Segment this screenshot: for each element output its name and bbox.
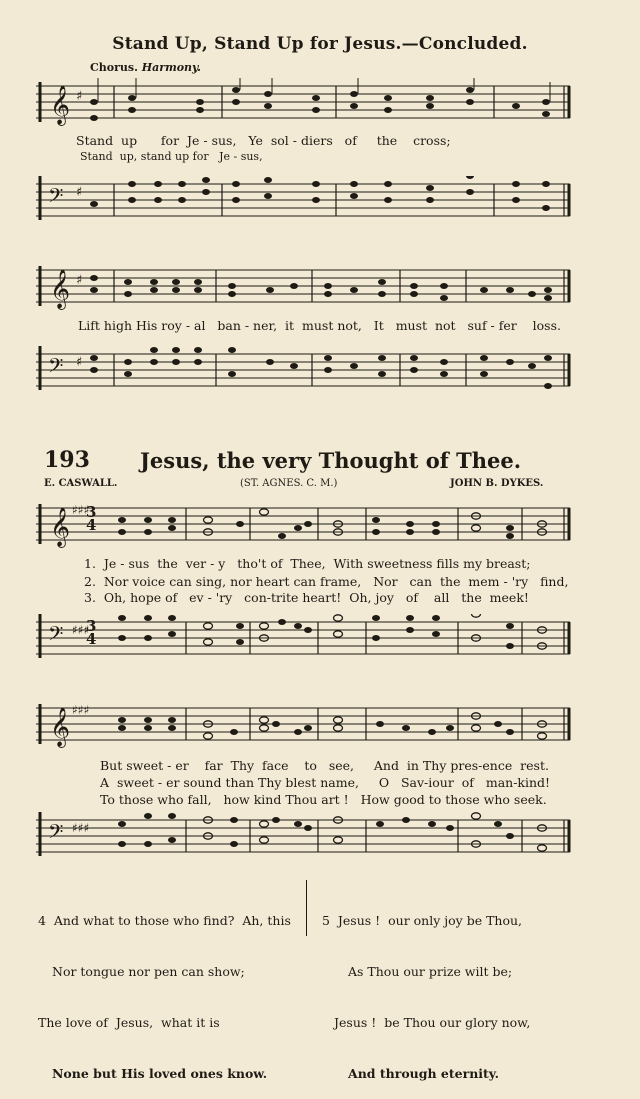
chorus-word: Chorus. <box>90 61 138 74</box>
system3-verse3: 3. Oh, hope of ev - 'ry con-trite heart! Oh, joy of all the meek! <box>84 590 529 605</box>
hymn-number: 193 <box>44 447 90 473</box>
verse-divider <box>306 880 307 936</box>
system3-verse1: 1. Je - sus the ver - y tho't of Thee, With sweetness fills my breast; <box>84 556 531 571</box>
svg-text:♯: ♯ <box>76 89 83 104</box>
system4-bass-staff <box>36 812 576 860</box>
verse5-line2: As Thou our prize wilt be; <box>348 964 513 979</box>
chorus-label <box>90 61 201 74</box>
svg-text:♯: ♯ <box>76 273 83 288</box>
system3-verse2: 2. Nor voice can sing, nor heart can frame, Nor can the mem - 'ry find, <box>84 574 569 589</box>
svg-text:𝄢: 𝄢 <box>48 184 64 212</box>
verse5-line4: And through eternity. <box>348 1066 499 1081</box>
page-title: Stand Up, Stand Up for Jesus.—Concluded. <box>112 34 528 54</box>
verse5-line1: 5 Jesus ! our only joy be Thou, <box>322 913 523 928</box>
system4-verse2: A sweet - er sound than Thy blest name, O Sav-iour of man-kind! <box>100 775 551 790</box>
time-sig-top: 3 <box>86 503 97 521</box>
svg-text:♯: ♯ <box>76 355 83 370</box>
verse-5 <box>322 878 530 1099</box>
svg-text:♯♯♯: ♯♯♯ <box>72 821 90 835</box>
svg-text:𝄞: 𝄞 <box>50 707 71 747</box>
system3-bass-staff <box>36 614 576 662</box>
time-sig-bottom-bass: 4 <box>86 630 97 648</box>
system1-lyrics-echo: Stand up, stand up for Je - sus, <box>80 150 263 163</box>
verse4-line1: 4 And what to those who find? Ah, this <box>38 913 291 928</box>
system4-treble-staff <box>36 700 576 748</box>
hymn-title: Jesus, the very Thought of Thee. <box>140 448 522 473</box>
time-signature-bass <box>86 617 97 648</box>
svg-text:𝄞: 𝄞 <box>50 269 71 309</box>
system2-lyrics: Lift high His roy - al ban - ner, it must not, It must not suf - fer loss. <box>78 318 561 333</box>
svg-text:♯: ♯ <box>76 185 83 200</box>
time-sig-top-bass: 3 <box>86 617 97 635</box>
verse4-line2: Nor tongue nor pen can show; <box>52 964 245 979</box>
svg-text:𝄞: 𝄞 <box>50 85 71 125</box>
hymn-author: E. CASWALL. <box>44 478 118 489</box>
svg-text:♯♯♯: ♯♯♯ <box>72 623 90 637</box>
time-signature-treble <box>86 503 97 534</box>
system3-treble-staff <box>36 500 576 548</box>
hymn-composer: JOHN B. DYKES. <box>450 478 544 489</box>
svg-text:𝄞: 𝄞 <box>50 507 71 547</box>
system1-lyrics-main: Stand up for Je - sus, Ye sol - diers of the cross; <box>76 133 451 148</box>
svg-text:♯♯♯: ♯♯♯ <box>72 703 90 717</box>
svg-text:𝄢: 𝄢 <box>48 820 64 848</box>
verse5-line3: Jesus ! be Thou our glory now, <box>334 1015 531 1030</box>
system4-verse1: But sweet - er far Thy face to see, And in Thy pres-ence rest. <box>100 758 549 773</box>
system1-bass-staff <box>36 176 576 224</box>
system4-verse3: To those who fall, how kind Thou art ! How good to those who seek. <box>100 792 547 807</box>
verse4-line3: The love of Jesus, what it is <box>38 1015 220 1030</box>
svg-text:𝄢: 𝄢 <box>48 354 64 382</box>
system1-treble-staff <box>36 78 576 126</box>
system2-bass-staff <box>36 346 576 394</box>
time-sig-bottom: 4 <box>86 516 97 534</box>
svg-text:𝄢: 𝄢 <box>48 622 64 650</box>
system2-treble-staff <box>36 262 576 310</box>
verse4-line4: None but His loved ones know. <box>52 1066 268 1081</box>
harmony-word: Harmony. <box>141 61 201 74</box>
svg-text:♯♯♯: ♯♯♯ <box>72 503 90 517</box>
verse-4 <box>38 878 291 1099</box>
hymn-tune: (ST. AGNES. C. M.) <box>240 478 338 489</box>
